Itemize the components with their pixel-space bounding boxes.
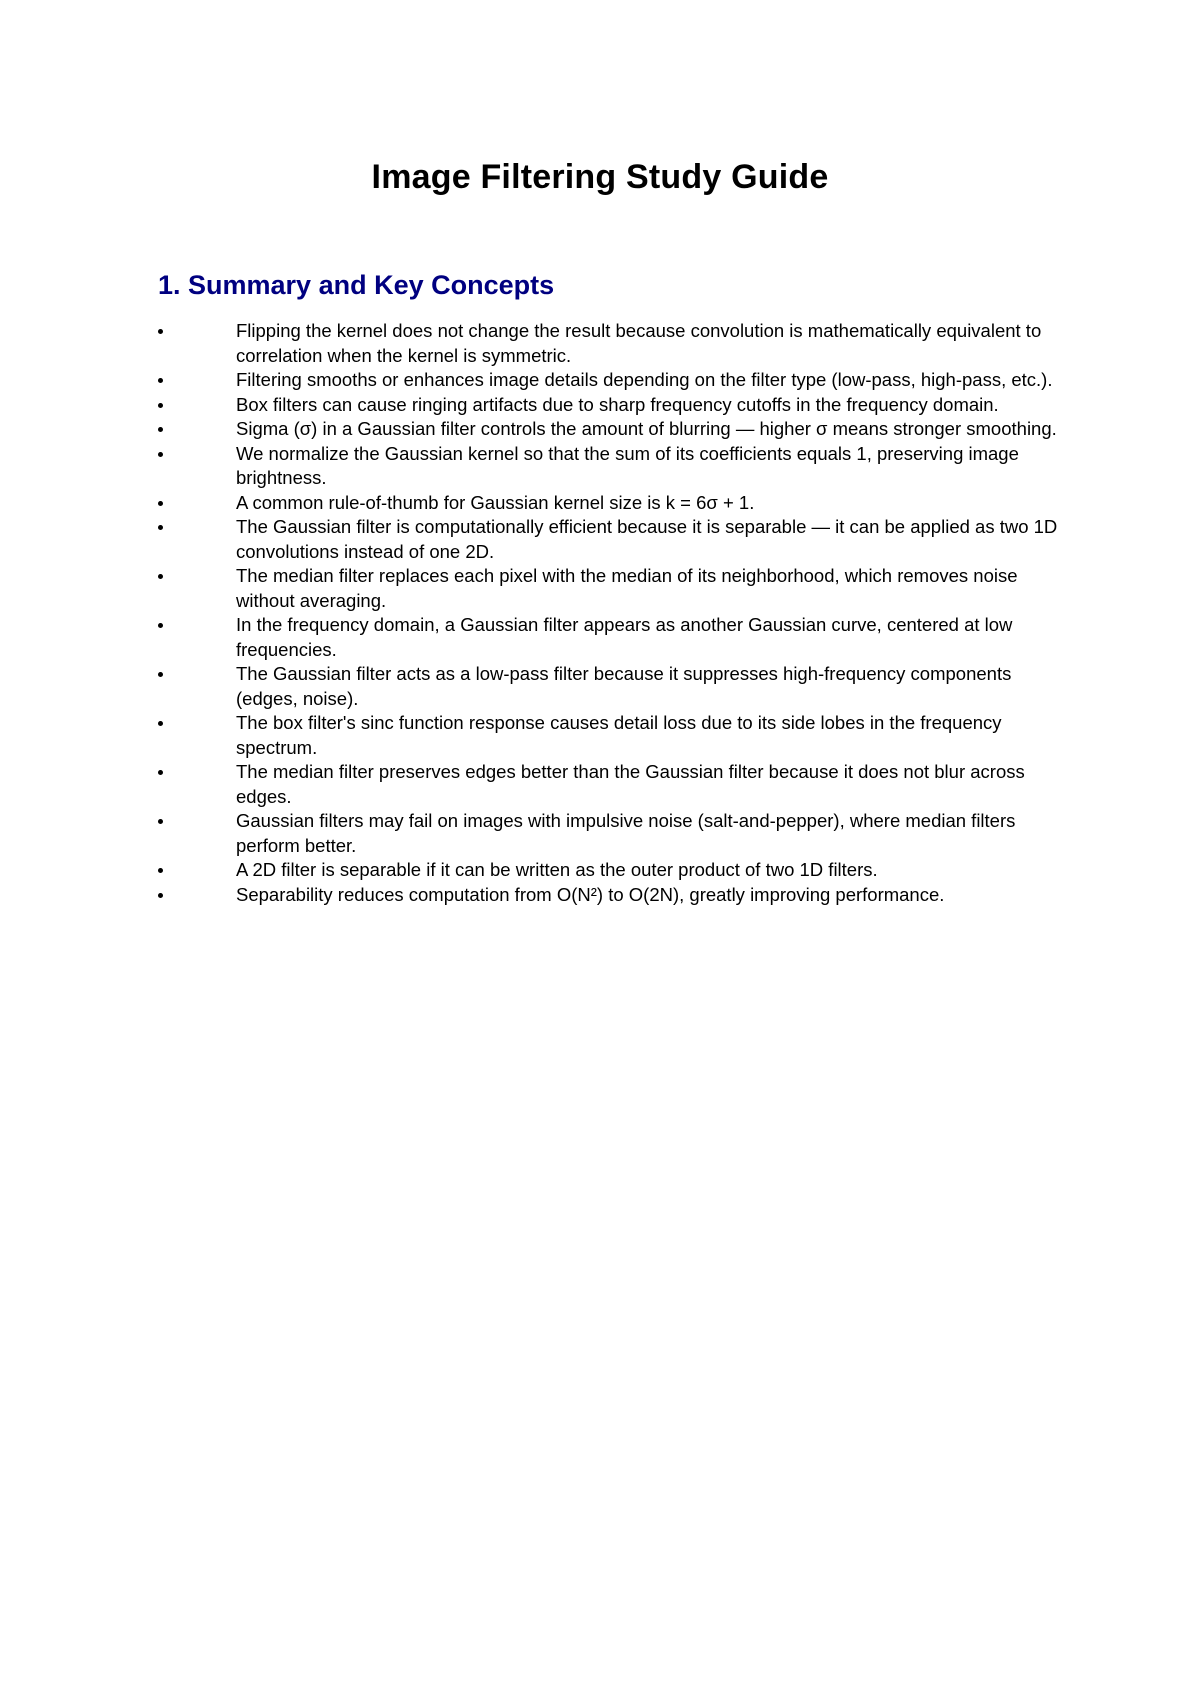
list-item <box>158 515 1058 564</box>
list-item-text: The Gaussian filter is computationally efficient because it is separable — it can be applied as two 1D convolutions instead of one 2D. <box>236 516 1058 562</box>
bullet-icon <box>158 427 163 432</box>
list-item-text: In the frequency domain, a Gaussian filter appears as another Gaussian curve, centered at low frequencies. <box>236 614 1013 660</box>
page-title: Image Filtering Study Guide <box>371 158 829 196</box>
list-item-text: Gaussian filters may fail on images with impulsive noise (salt-and-pepper), where median filters perform better. <box>236 810 1016 856</box>
bullet-icon <box>158 770 163 775</box>
list-item <box>158 393 1058 418</box>
bullet-icon <box>158 623 163 628</box>
list-item <box>158 662 1058 711</box>
list-item-text: Separability reduces computation from O(N²) to O(2N), greatly improving performance. <box>236 883 945 905</box>
bullet-icon <box>158 452 163 457</box>
list-item-text: Box filters can cause ringing artifacts due to sharp frequency cutoffs in the frequency domain. <box>236 393 999 415</box>
bullet-icon <box>158 574 163 579</box>
bullet-icon <box>158 403 163 408</box>
list-item-text: The median filter preserves edges better than the Gaussian filter because it does not blur across edges. <box>236 761 1025 807</box>
list-item-text: Sigma (σ) in a Gaussian filter controls the amount of blurring — higher σ means stronger smoothing. <box>236 418 1057 439</box>
bullet-icon <box>158 893 163 898</box>
bullet-icon <box>158 329 163 334</box>
list-item <box>158 491 1058 516</box>
list-item <box>158 319 1058 368</box>
list-item <box>158 858 1058 883</box>
list-item-text: We normalize the Gaussian kernel so that the sum of its coefficients equals 1, preserving image brightness. <box>236 442 1019 488</box>
list-item <box>158 613 1058 662</box>
bullet-icon <box>158 501 163 506</box>
bullet-icon <box>158 378 163 383</box>
list-item <box>158 883 1058 908</box>
list-item <box>158 809 1058 858</box>
section-heading: 1. Summary and Key Concepts <box>158 270 555 300</box>
list-item <box>158 368 1058 393</box>
key-concepts-list <box>158 319 1058 907</box>
list-item-text: The box filter's sinc function response causes detail loss due to its side lobes in the frequency spectrum. <box>236 712 1002 758</box>
list-item-text: The median filter replaces each pixel with the median of its neighborhood, which removes noise without averaging. <box>236 565 1018 611</box>
list-item <box>158 564 1058 613</box>
list-item <box>158 442 1058 491</box>
bullet-icon <box>158 672 163 677</box>
bullet-icon <box>158 721 163 726</box>
bullet-icon <box>158 868 163 873</box>
list-item <box>158 760 1058 809</box>
list-item-text: A 2D filter is separable if it can be written as the outer product of two 1D filters. <box>236 859 878 880</box>
list-item-text: A common rule-of-thumb for Gaussian kernel size is k = 6σ + 1. <box>236 491 755 513</box>
list-item-text: Flipping the kernel does not change the result because convolution is mathematically equivalent to correlation when the kernel is symmetric. <box>236 320 1042 366</box>
list-item-text: Filtering smooths or enhances image details depending on the filter type (low-pass, high-pass, etc.). <box>236 369 1053 390</box>
bullet-icon <box>158 819 163 824</box>
list-item <box>158 711 1058 760</box>
bullet-icon <box>158 525 163 530</box>
list-item-text: The Gaussian filter acts as a low-pass filter because it suppresses high-frequency components (edges, noise). <box>236 663 1012 709</box>
list-item <box>158 417 1058 442</box>
